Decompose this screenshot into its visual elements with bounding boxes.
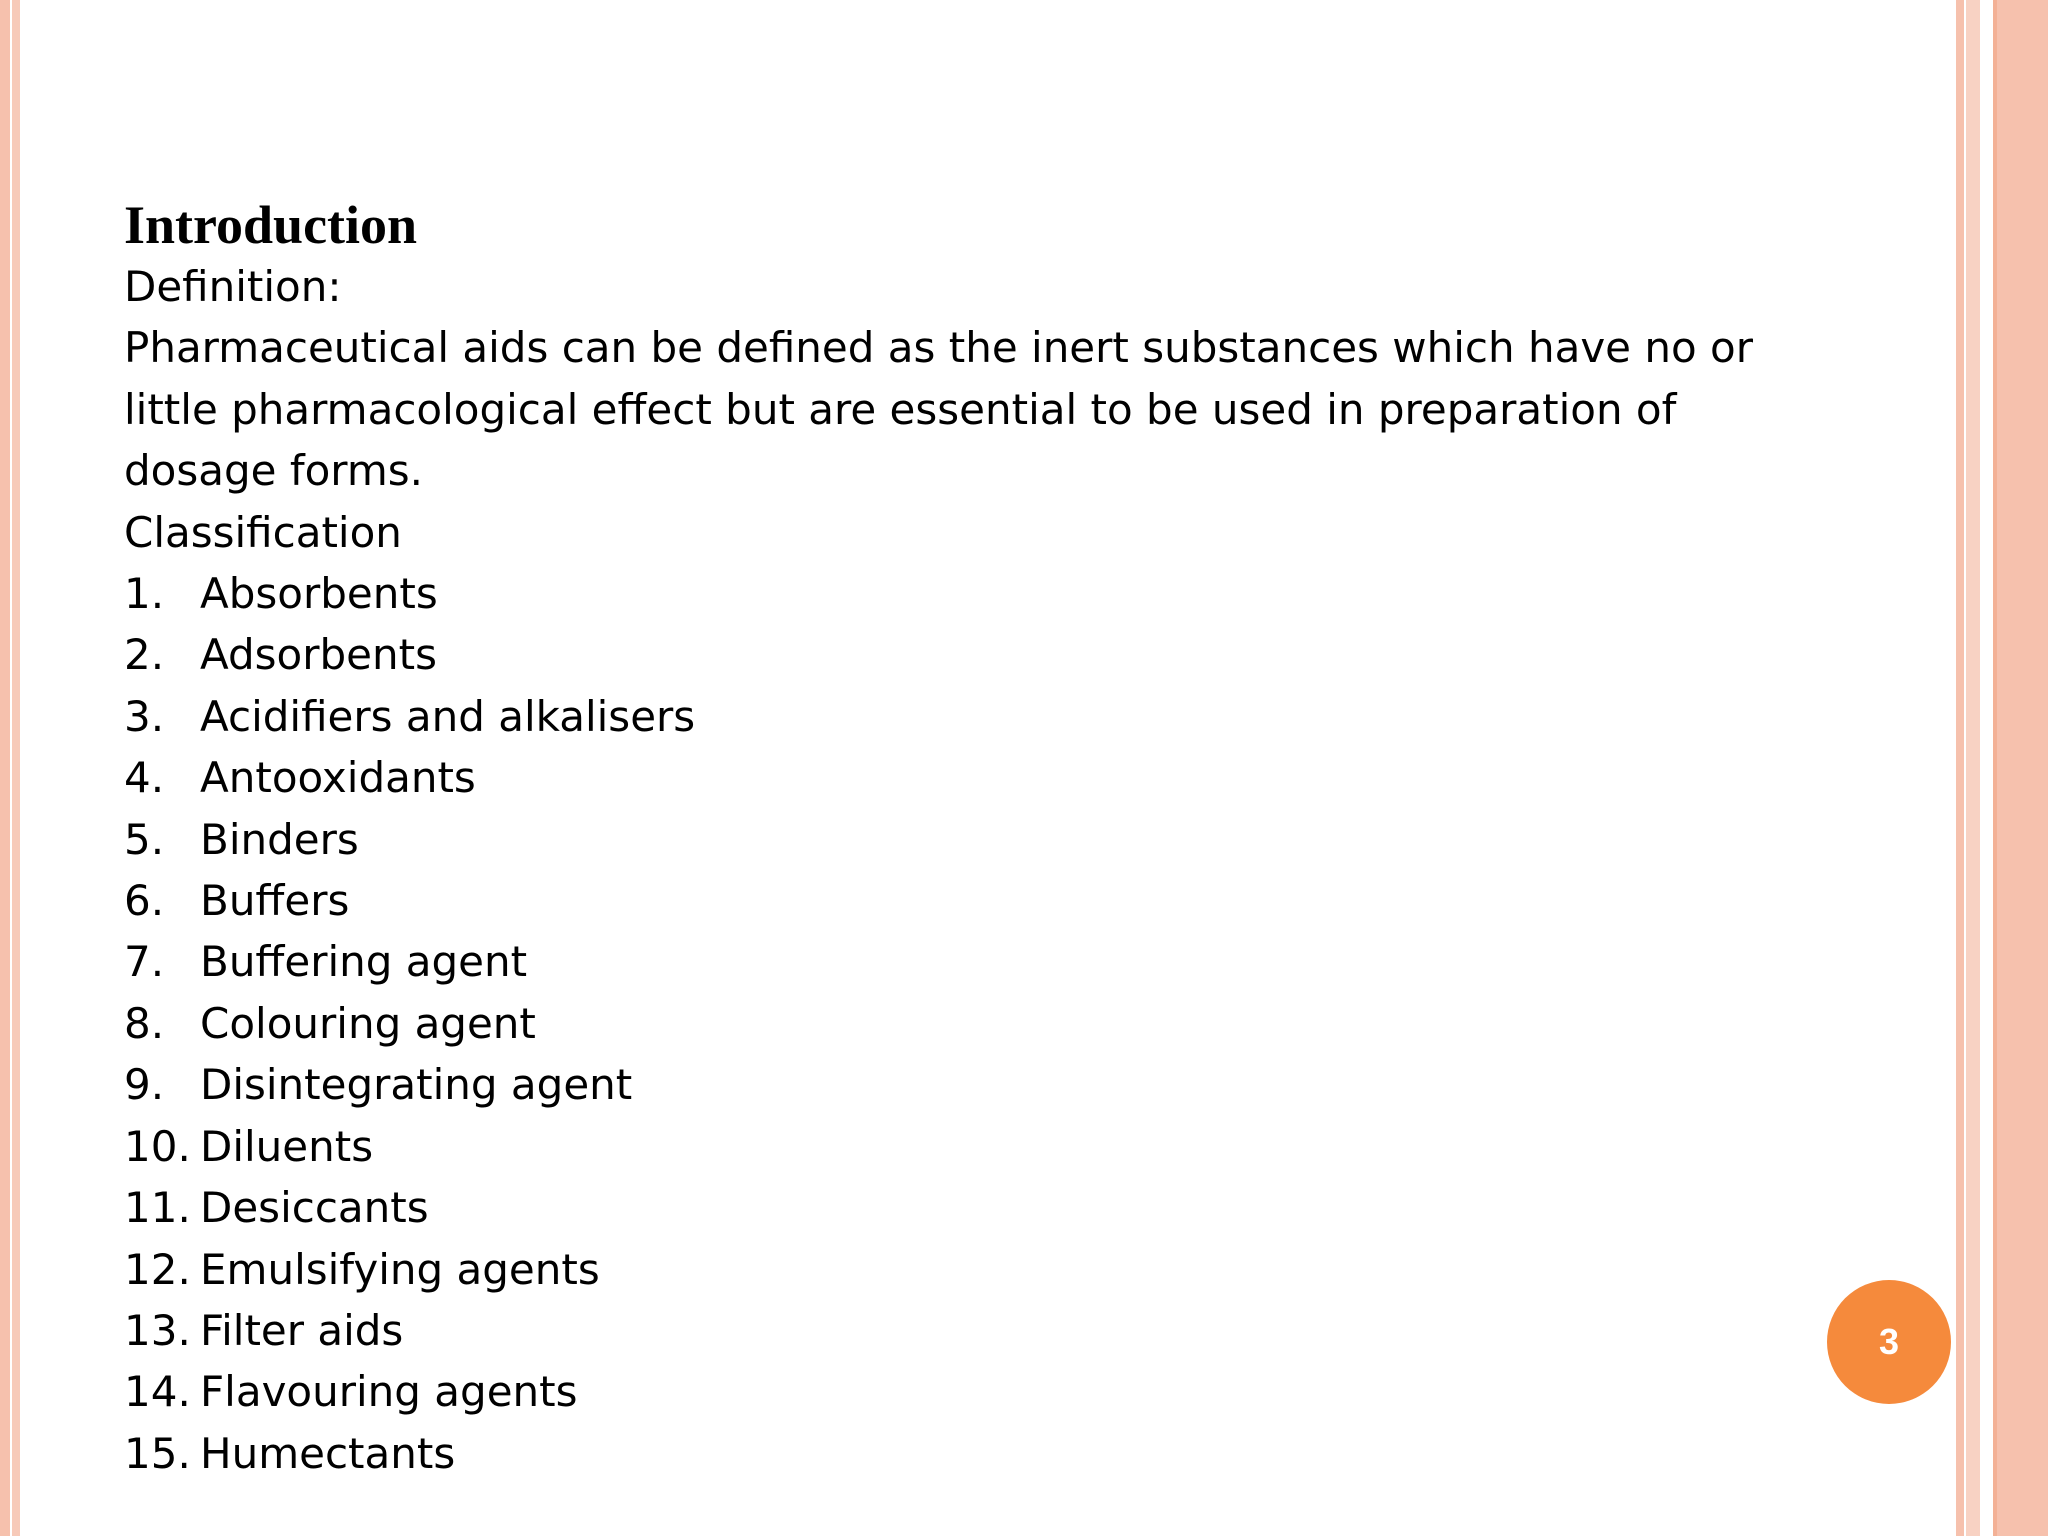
list-item-label: Acidifiers and alkalisers (200, 691, 696, 741)
list-item-label: Diluents (200, 1121, 374, 1171)
list-item (124, 1177, 1764, 1238)
list-item-number: 14. (124, 1367, 191, 1417)
list-item (124, 747, 1764, 808)
list-item-number: 9. (124, 1060, 165, 1110)
list-item-label: Colouring agent (200, 998, 536, 1048)
slide-title: Introduction (124, 195, 418, 255)
definition-text-line: little pharmacological effect but are essential to be used in preparation of (124, 384, 1677, 434)
list-item-number: 15. (124, 1428, 191, 1478)
list-item-number: 12. (124, 1244, 191, 1294)
list-item (124, 993, 1764, 1054)
list-item (124, 1239, 1764, 1300)
list-item-number: 5. (124, 814, 165, 864)
list-item-number: 6. (124, 876, 165, 926)
list-item-label: Binders (200, 814, 359, 864)
list-item (124, 624, 1764, 685)
right-border-stripe (1956, 0, 1964, 1536)
list-item-number: 8. (124, 998, 165, 1048)
right-border-stripe (1997, 0, 2048, 1536)
list-item-label: Absorbents (200, 569, 438, 619)
list-item (124, 931, 1764, 992)
list-item (124, 563, 1764, 624)
classification-list (124, 563, 1764, 1484)
definition-label: Definition: (124, 262, 342, 311)
list-item-number: 3. (124, 691, 165, 741)
slide-content (124, 194, 1764, 1484)
list-item-label: Desiccants (200, 1183, 429, 1233)
classification-label: Classification (124, 507, 402, 557)
list-item-label: Emulsifying agents (200, 1244, 600, 1294)
definition-text-line: Pharmaceutical aids can be defined as the inert substances which have no or (124, 323, 1753, 373)
list-item-label: Adsorbents (200, 630, 437, 680)
list-item (124, 870, 1764, 931)
list-item (124, 1116, 1764, 1177)
left-border-stripe (0, 0, 10, 1536)
list-item-number: 10. (124, 1121, 191, 1171)
list-item-label: Buffering agent (200, 937, 528, 987)
page-number-badge: 3 (1827, 1280, 1951, 1404)
list-item-label: Humectants (200, 1428, 456, 1478)
list-item (124, 1300, 1764, 1361)
list-item-number: 1. (124, 569, 165, 619)
left-border-stripe-inner (12, 0, 20, 1536)
list-item (124, 686, 1764, 747)
definition-text-line: dosage forms. (124, 446, 423, 496)
list-item (124, 1423, 1764, 1484)
list-item (124, 1054, 1764, 1115)
list-item-number: 2. (124, 630, 165, 680)
list-item-number: 7. (124, 937, 165, 987)
list-item-number: 13. (124, 1305, 191, 1355)
list-item (124, 1361, 1764, 1422)
list-item (124, 809, 1764, 870)
right-border-stripe (1966, 0, 1980, 1536)
list-item-label: Flavouring agents (200, 1367, 578, 1417)
list-item-label: Buffers (200, 876, 350, 926)
list-item-number: 11. (124, 1183, 191, 1233)
list-item-label: Antooxidants (200, 753, 476, 803)
list-item-label: Filter aids (200, 1305, 404, 1355)
list-item-number: 4. (124, 753, 165, 803)
list-item-label: Disintegrating agent (200, 1060, 633, 1110)
